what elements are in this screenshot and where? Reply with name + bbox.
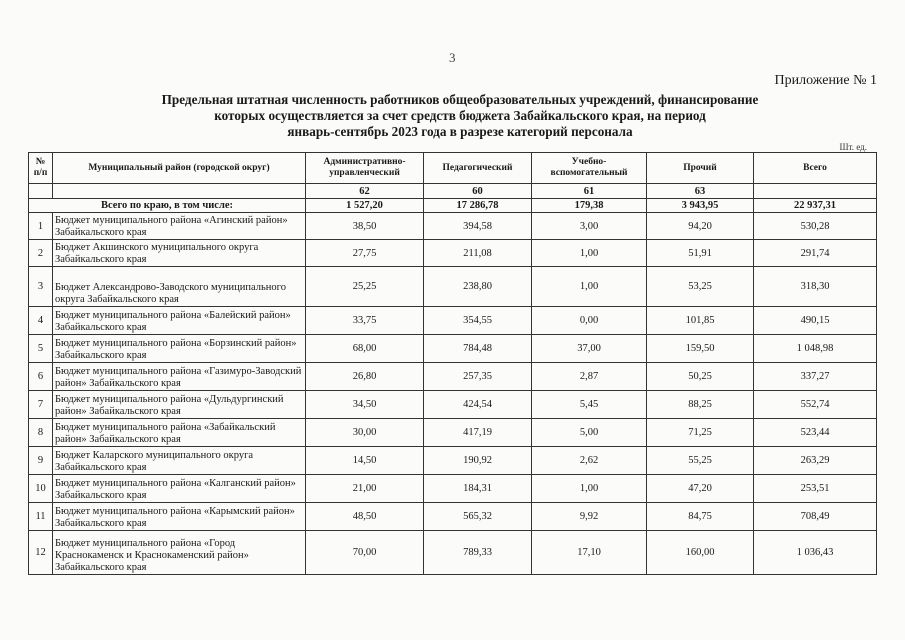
total-value: 1 048,98	[754, 335, 877, 363]
other-value: 84,75	[647, 503, 754, 531]
district-name: Бюджет муниципального района «Забайкальский район» Забайкальского края	[53, 419, 306, 447]
total-value: 552,74	[754, 391, 877, 419]
district-name: Бюджет муниципального района «Газимуро-Заводский район» Забайкальского края	[53, 363, 306, 391]
title-line: которых осуществляется за счет средств бюджета Забайкальского края, на период	[214, 108, 706, 123]
total-value: 490,15	[754, 307, 877, 335]
table-row	[29, 391, 877, 419]
staff-table	[28, 152, 877, 575]
other-value: 160,00	[647, 531, 754, 575]
row-number: 3	[29, 267, 53, 307]
row-number: 9	[29, 447, 53, 475]
row-number: 11	[29, 503, 53, 531]
total-value: 1 036,43	[754, 531, 877, 575]
table-row	[29, 267, 877, 307]
row-number: 6	[29, 363, 53, 391]
admin-value: 68,00	[306, 335, 424, 363]
district-name: Бюджет муниципального района «Дульдургинский район» Забайкальского края	[53, 391, 306, 419]
table-row	[29, 335, 877, 363]
ped-value: 394,58	[424, 213, 532, 240]
row-number: 1	[29, 213, 53, 240]
ped-value: 424,54	[424, 391, 532, 419]
district-name: Бюджет Акшинского муниципального округа Забайкальского края	[53, 240, 306, 267]
header-district: Муниципальный район (городской округ)	[53, 153, 306, 184]
admin-value: 21,00	[306, 475, 424, 503]
support-value: 1,00	[532, 475, 647, 503]
table-row	[29, 475, 877, 503]
table-row	[29, 531, 877, 575]
total-value: 291,74	[754, 240, 877, 267]
support-value: 0,00	[532, 307, 647, 335]
district-name: Бюджет муниципального района «Город Краснокаменск и Краснокаменский район» Забайкальского края	[53, 531, 306, 575]
total-value: 337,27	[754, 363, 877, 391]
title-line: январь-сентябрь 2023 года в разрезе категорий персонала	[287, 124, 633, 139]
admin-value: 38,50	[306, 213, 424, 240]
ped-value: 354,55	[424, 307, 532, 335]
ped-value: 784,48	[424, 335, 532, 363]
other-value: 88,25	[647, 391, 754, 419]
support-value: 5,45	[532, 391, 647, 419]
header-support: Учебно-вспомогательный	[532, 153, 647, 184]
total-value: 523,44	[754, 419, 877, 447]
total-value: 530,28	[754, 213, 877, 240]
row-number: 7	[29, 391, 53, 419]
header-total: Всего	[754, 153, 877, 184]
total-ped: 17 286,78	[424, 199, 532, 213]
row-number: 12	[29, 531, 53, 575]
code-cell: 62	[306, 184, 424, 199]
district-name: Бюджет муниципального района «Борзинский район» Забайкальского края	[53, 335, 306, 363]
other-value: 47,20	[647, 475, 754, 503]
admin-value: 26,80	[306, 363, 424, 391]
support-value: 2,62	[532, 447, 647, 475]
admin-value: 48,50	[306, 503, 424, 531]
district-name: Бюджет муниципального района «Агинский район» Забайкальского края	[53, 213, 306, 240]
total-value: 708,49	[754, 503, 877, 531]
code-cell: 60	[424, 184, 532, 199]
other-value: 159,50	[647, 335, 754, 363]
admin-value: 70,00	[306, 531, 424, 575]
table-row	[29, 363, 877, 391]
admin-value: 30,00	[306, 419, 424, 447]
code-cell	[754, 184, 877, 199]
district-name: Бюджет муниципального района «Карымский район» Забайкальского края	[53, 503, 306, 531]
district-name: Бюджет муниципального района «Балейский район» Забайкальского края	[53, 307, 306, 335]
header-num: № п/п	[29, 153, 53, 184]
support-value: 9,92	[532, 503, 647, 531]
district-name: Бюджет муниципального района «Калганский район» Забайкальского края	[53, 475, 306, 503]
support-value: 37,00	[532, 335, 647, 363]
table-row	[29, 213, 877, 240]
table-row	[29, 419, 877, 447]
support-value: 5,00	[532, 419, 647, 447]
title-line: Предельная штатная численность работников общеобразовательных учреждений, финансирование	[161, 92, 759, 107]
ped-value: 211,08	[424, 240, 532, 267]
total-value: 253,51	[754, 475, 877, 503]
header-admin: Административно-управленческий	[306, 153, 424, 184]
header-ped: Педагогический	[424, 153, 532, 184]
other-value: 50,25	[647, 363, 754, 391]
other-value: 55,25	[647, 447, 754, 475]
ped-value: 238,80	[424, 267, 532, 307]
table-row	[29, 447, 877, 475]
ped-value: 565,32	[424, 503, 532, 531]
admin-value: 34,50	[306, 391, 424, 419]
admin-value: 27,75	[306, 240, 424, 267]
codes-empty	[29, 184, 53, 199]
total-row	[29, 199, 877, 213]
admin-value: 14,50	[306, 447, 424, 475]
support-value: 1,00	[532, 240, 647, 267]
code-cell: 61	[532, 184, 647, 199]
support-value: 1,00	[532, 267, 647, 307]
other-value: 53,25	[647, 267, 754, 307]
row-number: 10	[29, 475, 53, 503]
ped-value: 417,19	[424, 419, 532, 447]
other-value: 51,91	[647, 240, 754, 267]
total-other: 3 943,95	[647, 199, 754, 213]
appendix-label: Приложение № 1	[774, 73, 877, 88]
row-number: 4	[29, 307, 53, 335]
district-name: Бюджет Каларского муниципального округа Забайкальского края	[53, 447, 306, 475]
total-support: 179,38	[532, 199, 647, 213]
admin-value: 33,75	[306, 307, 424, 335]
ped-value: 184,31	[424, 475, 532, 503]
code-cell: 63	[647, 184, 754, 199]
table-row	[29, 240, 877, 267]
support-value: 17,10	[532, 531, 647, 575]
row-number: 2	[29, 240, 53, 267]
page-number: 3	[449, 50, 456, 65]
other-value: 71,25	[647, 419, 754, 447]
total-all: 22 937,31	[754, 199, 877, 213]
document-title	[100, 92, 820, 140]
total-label: Всего по краю, в том числе:	[29, 199, 306, 213]
table-row	[29, 503, 877, 531]
other-value: 94,20	[647, 213, 754, 240]
total-value: 263,29	[754, 447, 877, 475]
admin-value: 25,25	[306, 267, 424, 307]
codes-row	[29, 184, 877, 199]
ped-value: 789,33	[424, 531, 532, 575]
total-value: 318,30	[754, 267, 877, 307]
support-value: 3,00	[532, 213, 647, 240]
ped-value: 190,92	[424, 447, 532, 475]
header-row	[29, 153, 877, 184]
ped-value: 257,35	[424, 363, 532, 391]
header-other: Прочий	[647, 153, 754, 184]
table-row	[29, 307, 877, 335]
unit-label: Шт. ед.	[839, 142, 867, 152]
total-admin: 1 527,20	[306, 199, 424, 213]
other-value: 101,85	[647, 307, 754, 335]
row-number: 8	[29, 419, 53, 447]
support-value: 2,87	[532, 363, 647, 391]
district-name: Бюджет Александрово-Заводского муниципального округа Забайкальского края	[53, 267, 306, 307]
codes-empty	[53, 184, 306, 199]
row-number: 5	[29, 335, 53, 363]
